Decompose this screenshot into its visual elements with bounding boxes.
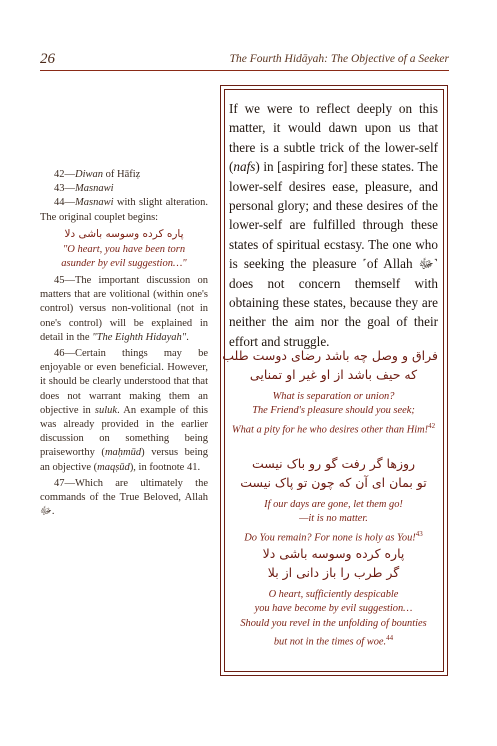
footnote-46: 46—Certain things may be enjoyable or even beneficial. However, it should be clearly understood that that does not warrant making them an objective in suluk. An example of this was already provided in the earlier discussion on something being praiseworthy (maḥmūd) versus being an objective (maqṣūd), in footnote 41. xyxy=(40,348,208,473)
footnote-44-translation: "O heart, you have been torn asunder by evil suggestion…" xyxy=(61,244,187,270)
footnotes-column xyxy=(40,168,208,521)
verse-3-translation: O heart, sufficiently despicable you have become by evil suggestion… Should you revel in the unfolding of bounties but not in the times of woe.$^{44}$ xyxy=(240,589,427,648)
footnote-43: 43—Masnawi xyxy=(54,183,114,195)
footnote-ref-43: 43 xyxy=(415,529,423,538)
verse-block-2 xyxy=(229,454,438,546)
main-paragraph: If we were to reflect deeply on this matter, it would dawn upon us that there is a subtle trick of the lower-self (nafs) in [aspiring for] these states. The lower-self desires ease, pleasure, and personal glory; and these desires of the lower-self are fulfilled through these states of spiritual ecstasy. The one who is seeking the pleasure ˹of Allah ﷻ˺ does not concern themself with obtaining these states, because they are neither the aim nor the goal of their effort and struggle. xyxy=(229,101,438,349)
footnote-ref-42: 42 xyxy=(428,421,436,430)
footnote-45: 45—The important discussion on matters that are volitional (within one's control) versus non-volitional (not in one's control) will be explained in detail in the "The Eighth Hidayah". xyxy=(40,275,208,343)
verse-1-translation: What is separation or union? The Friend's pleasure should you seek; What a pity for he who desires other than Him!$^{42}$ xyxy=(231,391,436,436)
verse-2-translation: If our days are gone, let them go! —it is no matter. Do You remain? For none is holy as You!$^{43}$ xyxy=(244,499,423,544)
verse-block-1 xyxy=(222,346,438,438)
verse-2-arabic-line-1: روزها گر رفت گو رو باک نیست xyxy=(251,456,416,471)
verse-block-3 xyxy=(229,544,438,650)
header-rule xyxy=(40,70,449,71)
footnote-42: 42—Diwan of Hāfiẓ xyxy=(54,169,141,180)
footnote-44-arabic: پاره کرده وسوسه باشی دلا xyxy=(64,227,184,240)
verse-3-arabic-line-2: گر طرب را باز دانی از بلا xyxy=(267,565,400,580)
verse-1-arabic-line-2: که حیف باشد از او غیر او تمنایی xyxy=(249,367,418,382)
running-title: The Fourth Hidāyah: The Objective of a Seeker xyxy=(229,53,449,65)
footnote-44: 44—Masnawi with slight alteration. The original couplet begins: xyxy=(40,197,208,223)
footnote-47: 47—Which are ultimately the commands of the True Beloved, Allah ﷻ. xyxy=(40,477,208,518)
page-header xyxy=(40,51,449,69)
verse-2-arabic-line-2: تو بمان ای آن که چون تو پاک نیست xyxy=(240,475,427,490)
honorific-glyph: ﷻ xyxy=(418,256,434,272)
honorific-glyph: ﷻ xyxy=(40,506,52,518)
page-number: 26 xyxy=(40,51,55,67)
footnote-ref-44: 44 xyxy=(386,634,394,643)
verse-1-arabic-line-1: فراق و وصل چه باشد رضای دوست طلب xyxy=(222,348,438,363)
verse-3-arabic-line-1: پاره کرده وسوسه باشی دلا xyxy=(262,546,405,561)
